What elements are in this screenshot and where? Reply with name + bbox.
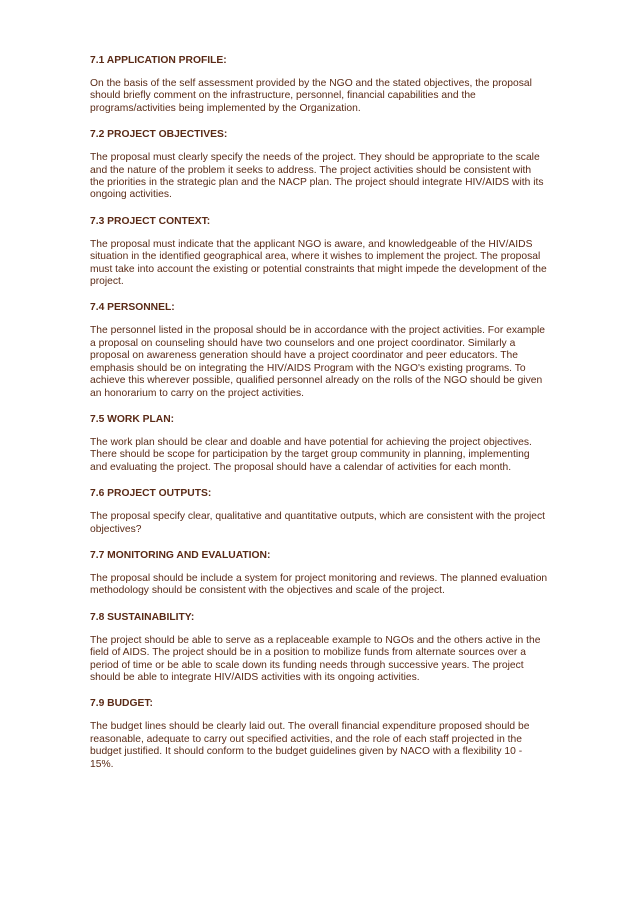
section-personnel xyxy=(90,301,548,399)
section-body: The proposal must indicate that the applicant NGO is aware, and knowledgeable of the HIV/AIDS situation in the identified geographical area, where it wishes to implement the project. The proposal must take into account the existing or potential constraints that might impede the development of the project. xyxy=(90,238,547,288)
section-budget xyxy=(90,697,548,771)
section-heading: 7.3 PROJECT CONTEXT: xyxy=(90,215,211,227)
section-heading: 7.6 PROJECT OUTPUTS: xyxy=(90,488,212,500)
section-project-objectives xyxy=(90,128,548,202)
section-heading: 7.2 PROJECT OBJECTIVES: xyxy=(90,129,228,141)
section-heading: 7.1 APPLICATION PROFILE: xyxy=(90,55,227,66)
section-body: The proposal must clearly specify the needs of the project. They should be appropriate to the scale and the nature of the problem it seeks to address. The project activities should be consistent with the priorities in the strategic plan and the NACP plan. The project should integrate HIV/AIDS with its ongoing activities. xyxy=(90,152,544,201)
section-heading: 7.7 MONITORING AND EVALUATION: xyxy=(90,549,271,561)
section-heading: 7.9 BUDGET: xyxy=(90,698,153,710)
section-body: The project should be able to serve as a replaceable example to NGOs and the others active in the field of AIDS. The project should be in a position to mobilize funds from alternate sources over a period of time or be able to scale down its funding needs through successive years. The project should be able to integrate HIV/AIDS activities with its ongoing activities. xyxy=(90,634,541,683)
document-page xyxy=(90,54,548,784)
section-body: The personnel listed in the proposal should be in accordance with the project activities. For example a proposal on counseling should have two counselors and one project coordinator. Similarly a proposal on awareness generation should have a project coordinator and peer educators. The emphasis should be on integrating the HIV/AIDS Program with the NGO's existing programs. To achieve this wherever possible, qualified personnel already on the rolls of the NGO should be given an honorarium to carry on the project activities. xyxy=(90,325,546,399)
section-work-plan xyxy=(90,413,548,474)
section-body: On the basis of the self assessment provided by the NGO and the stated objectives, the proposal should briefly comment on the infrastructure, personnel, financial capabilities and the programs/activities being implemented by the Organization. xyxy=(90,78,532,114)
section-heading: 7.8 SUSTAINABILITY: xyxy=(90,611,195,623)
section-heading: 7.4 PERSONNEL: xyxy=(90,302,175,314)
section-sustainability xyxy=(90,611,548,685)
section-body: The budget lines should be clearly laid out. The overall financial expenditure proposed should be reasonable, adequate to carry out specified activities, and the role of each staff projected in the budget justified. It should conform to the budget guidelines given by NACO with a flexibility 10 - 15%. xyxy=(90,721,530,770)
section-body: The proposal specify clear, qualitative and quantitative outputs, which are consistent with the project objectives? xyxy=(90,511,546,535)
section-application-profile xyxy=(90,54,548,115)
section-heading: 7.5 WORK PLAN: xyxy=(90,413,175,425)
section-project-outputs xyxy=(90,487,548,536)
section-body: The work plan should be clear and doable and have potential for achieving the project objectives. There should be scope for participation by the target group community in planning, implementing and evaluating the project. The proposal should have a calendar of activities for each month. xyxy=(90,436,532,473)
section-project-context xyxy=(90,215,548,289)
section-monitoring-evaluation xyxy=(90,549,548,598)
section-body: The proposal should be include a system for project monitoring and reviews. The planned evaluation methodology should be consistent with the objectives and scale of the project. xyxy=(90,572,548,597)
